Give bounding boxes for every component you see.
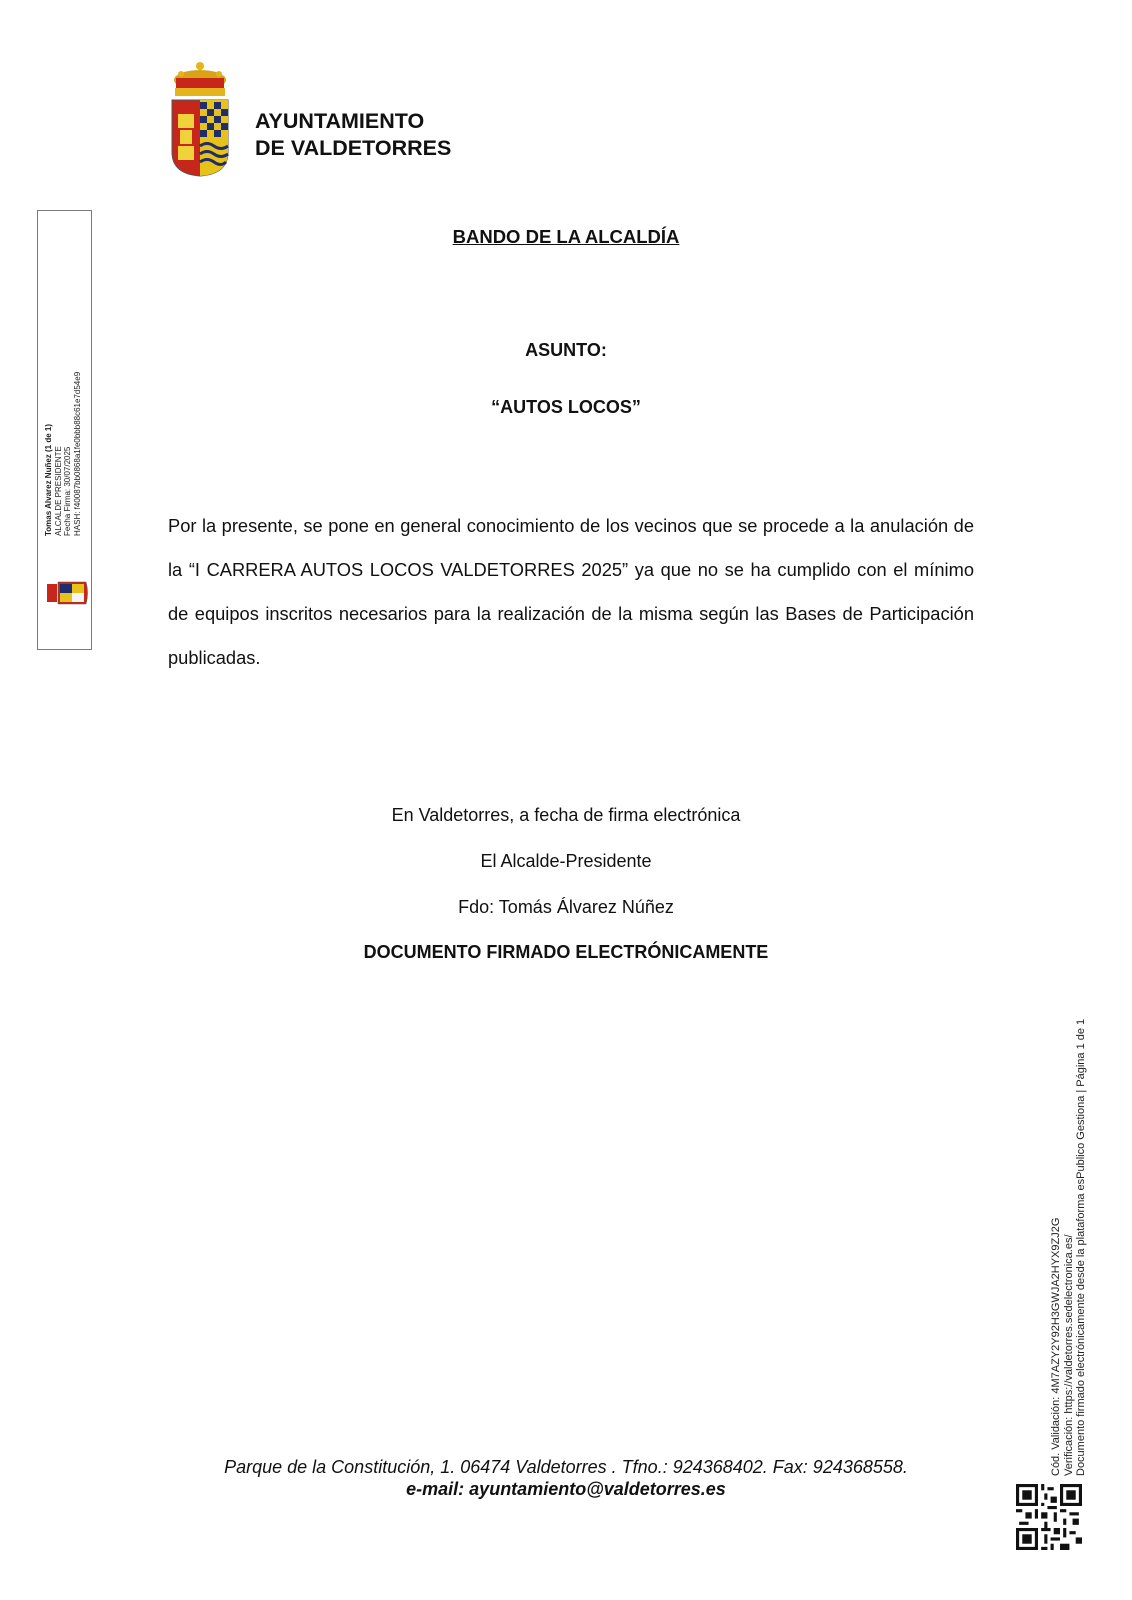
signature-role: ALCALDE PRESIDENTE xyxy=(53,446,63,536)
small-coat-of-arms-icon xyxy=(46,580,90,606)
subject-label: ASUNTO: xyxy=(525,340,607,360)
electronic-signature-note: DOCUMENTO FIRMADO ELECTRÓNICAMENTE xyxy=(363,942,769,962)
verification-code: Cód. Validación: 4M7AZY2Y92H3GWJA2HYX9ZJ2G xyxy=(1050,1217,1062,1476)
place-date: En Valdetorres, a fecha de firma electrónica xyxy=(391,805,741,825)
organization-name-line-1: AYUNTAMIENTO xyxy=(255,109,425,133)
footer-address: Parque de la Constitución, 1. 06474 Valdetorres . Tfno.: 924368402. Fax: 924368558. xyxy=(224,1457,908,1477)
document-title: BANDO DE LA ALCALDÍA xyxy=(452,226,680,247)
body-paragraph: Por la presente, se pone en general conocimiento de los vecinos que se procede a la anulación de la “I CARRERA AUTOS LOCOS VALDETORRES 2025” ya que no se ha cumplido con el mínimo de equipos inscritos necesarios para la realización de la misma según las Bases de Participación publicadas. xyxy=(168,515,974,668)
footer-email: e-mail: ayuntamiento@valdetorres.es xyxy=(406,1479,726,1499)
verification-platform: Documento firmado electrónicamente desde la plataforma esPublico Gestiona | Página 1 de 1 xyxy=(1075,1018,1087,1476)
verification-url: Verificación: https://valdetorres.sedelectronica.es/ xyxy=(1062,1234,1075,1476)
verification-info xyxy=(1050,1019,1088,1476)
subject-value: “AUTOS LOCOS” xyxy=(491,397,641,417)
signed-by: Fdo: Tomás Álvarez Núñez xyxy=(458,897,674,917)
coat-of-arms-icon xyxy=(169,60,231,180)
signature-date: Fecha Firma: 30/07/2025 xyxy=(63,446,72,536)
signature-hash: HASH: f40087bb0868a1fe0bbb88c61e7d54e9 xyxy=(72,371,82,536)
organization-name-line-2: DE VALDETORRES xyxy=(255,136,452,160)
signature-signer: Tomas Alvarez Nuñez (1 de 1) xyxy=(44,423,53,536)
qr-code-icon xyxy=(1016,1484,1082,1550)
organization-name xyxy=(255,108,451,162)
signer-role: El Alcalde-Presidente xyxy=(480,851,652,871)
